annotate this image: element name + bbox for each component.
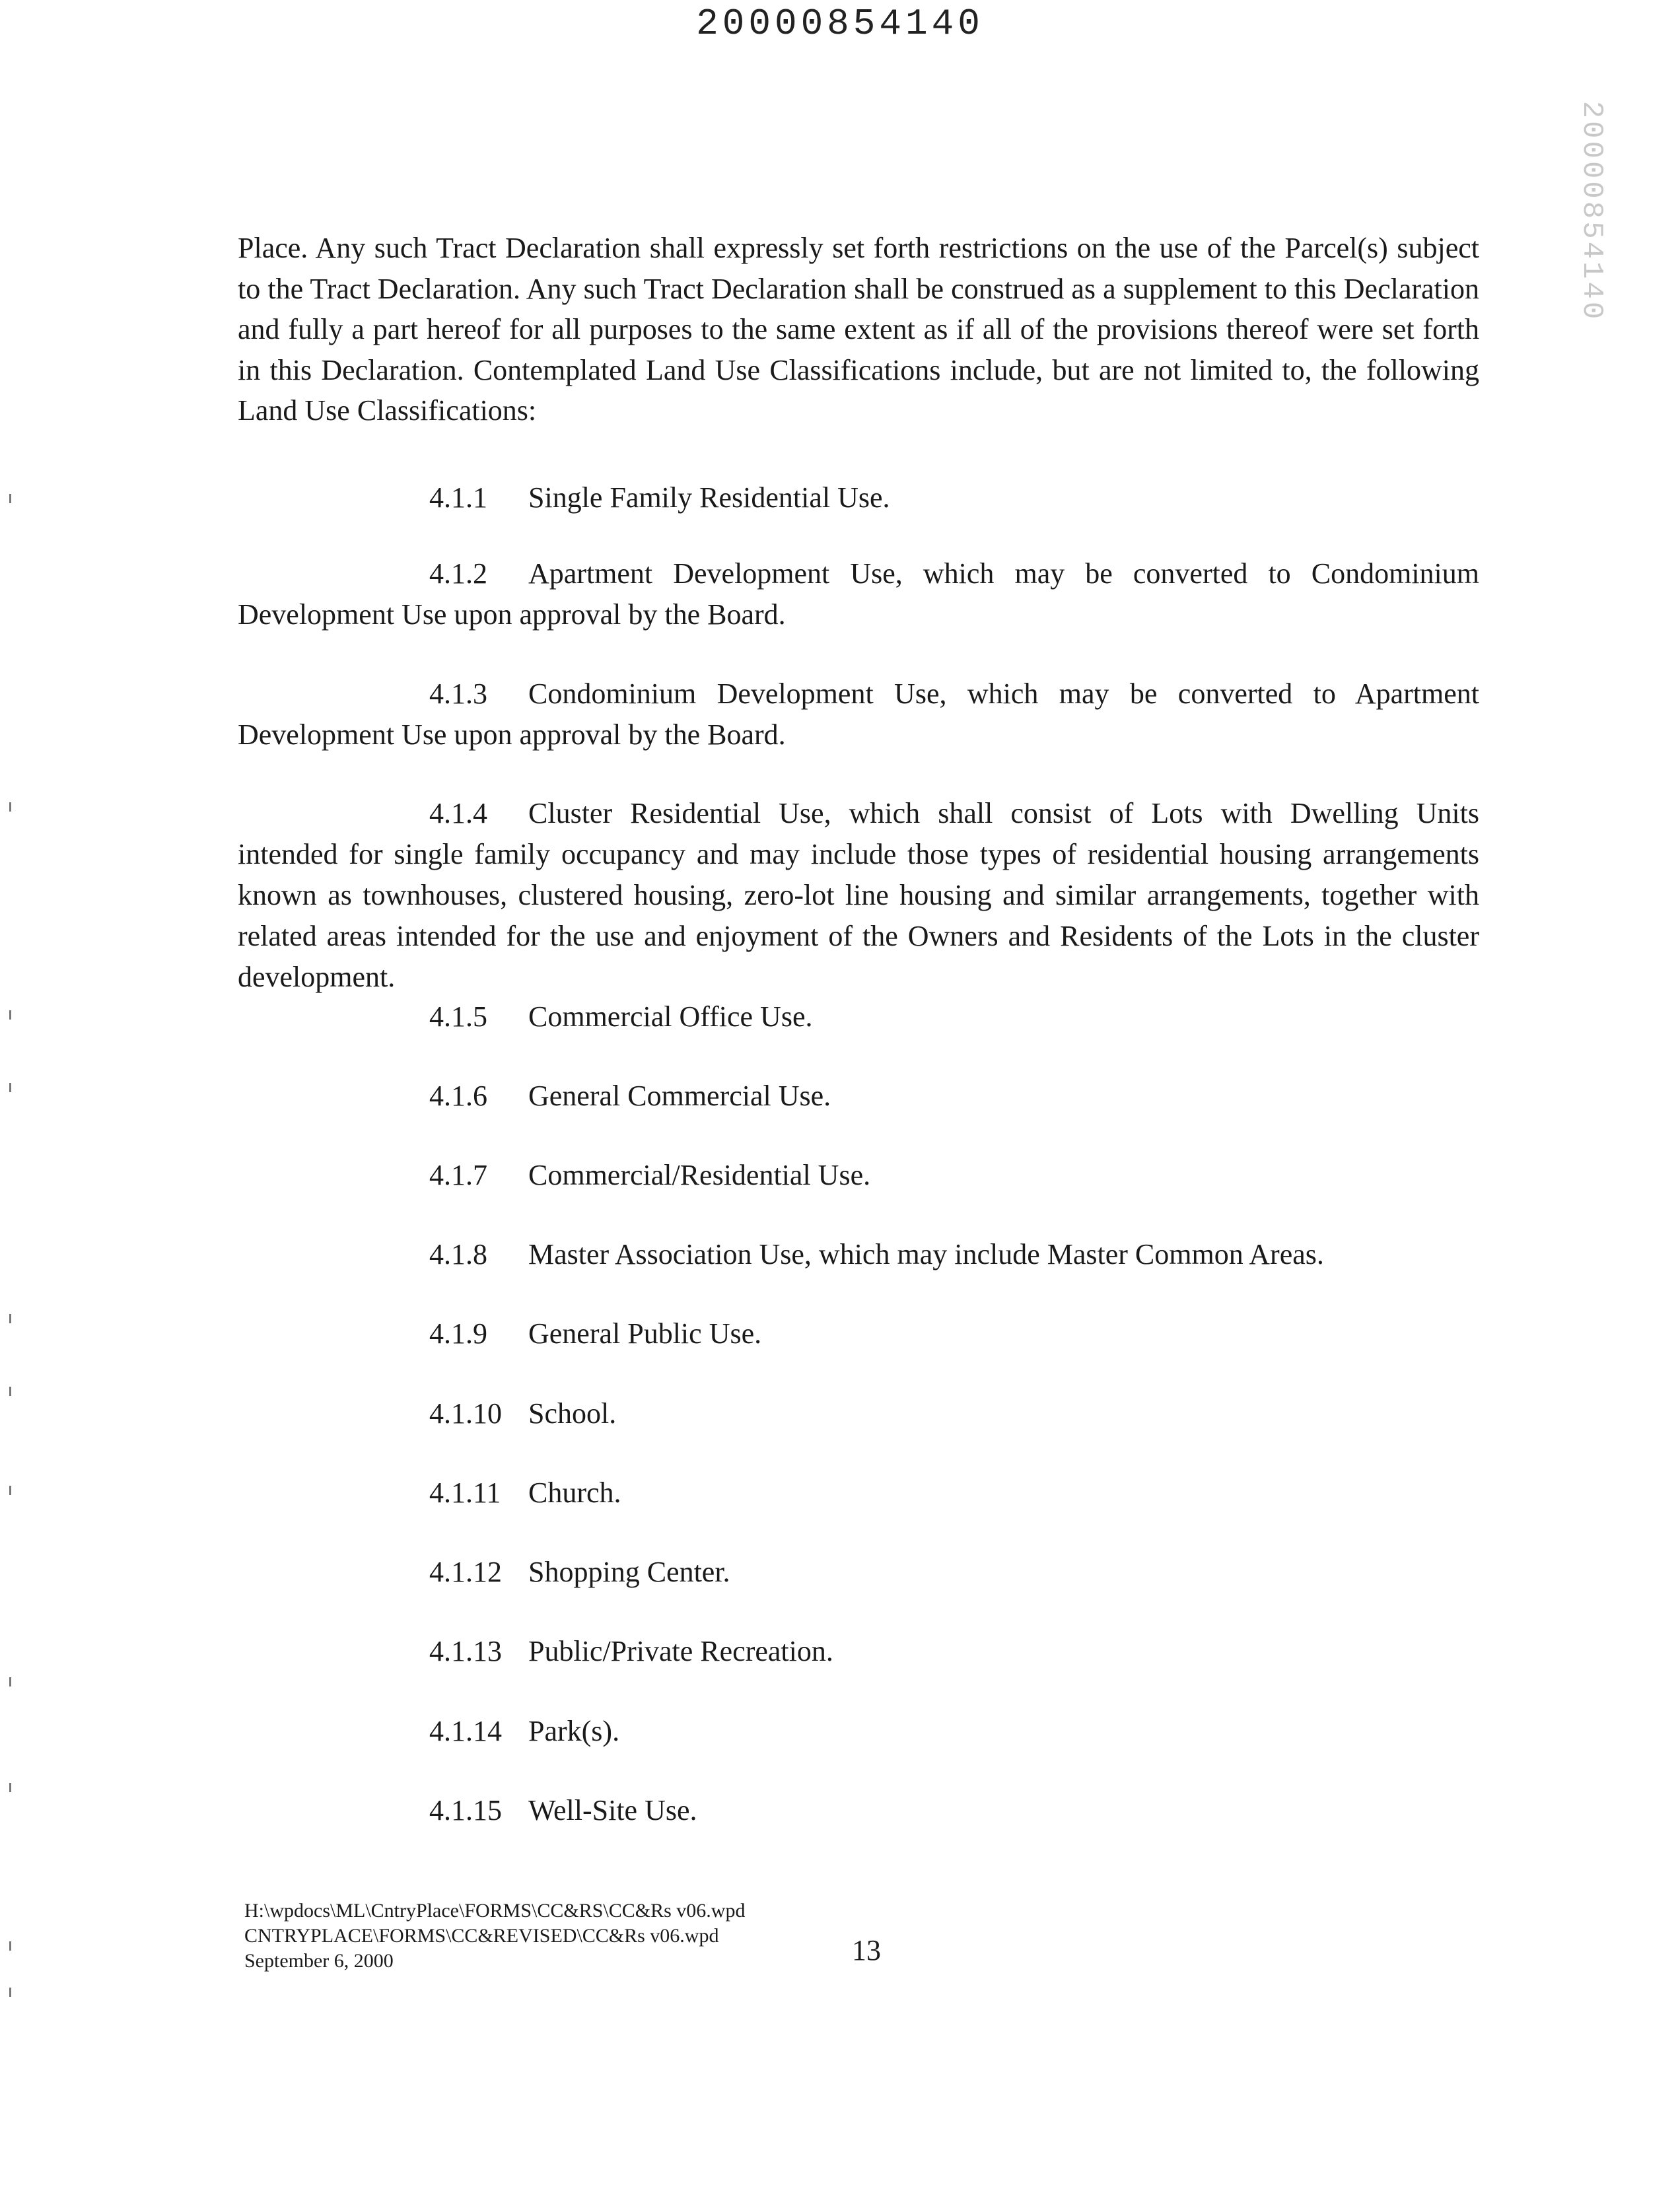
- scan-mark: [9, 1083, 11, 1092]
- item-number: 4.1.6: [429, 1080, 487, 1112]
- paragraph-number: 4.1.4: [429, 797, 487, 829]
- paragraph-item: [238, 674, 1479, 755]
- item-text: Well-Site Use.: [528, 1794, 697, 1826]
- list-item: [429, 1475, 621, 1511]
- footer-date: September 6, 2000: [244, 1950, 394, 1972]
- scan-mark: [9, 494, 11, 503]
- item-number: 4.1.5: [429, 1000, 487, 1033]
- scan-mark: [9, 1486, 11, 1495]
- list-item: [429, 1713, 619, 1750]
- paragraph-number: 4.1.3: [429, 677, 487, 710]
- scan-mark: [9, 1988, 11, 1997]
- footer-path-1: H:\wpdocs\ML\CntryPlace\FORMS\CC&RS\CC&Rs v06.wpd: [244, 1900, 746, 1922]
- scan-mark: [9, 1314, 11, 1323]
- scan-mark: [9, 1387, 11, 1396]
- item-number: 4.1.13: [429, 1635, 502, 1667]
- intro-paragraph: Place. Any such Tract Declaration shall expressly set forth restrictions on the use of the Parcel(s) subject to the Tract Declaration. Any such Tract Declaration shall be construed as a supplement to this Declaration and fully a part hereof for all purposes to the same extent as if all of the provisions thereof were set forth in this Declaration. Contemplated Land Use Classifications include, but are not limited to, the following Land Use Classifications:: [238, 232, 1479, 427]
- item-number: 4.1.14: [429, 1715, 502, 1747]
- paragraph-item: [238, 553, 1479, 635]
- list-item: [429, 1236, 1324, 1273]
- list-item: [429, 1078, 831, 1115]
- item-text: Commercial/Residential Use.: [528, 1159, 871, 1191]
- side-stamp: [1572, 99, 1611, 324]
- item-text: Master Association Use, which may include Master Common Areas.: [528, 1238, 1324, 1270]
- item-text: Public/Private Recreation.: [528, 1635, 833, 1667]
- item-text: Commercial Office Use.: [528, 1000, 813, 1033]
- item-text: General Public Use.: [528, 1317, 762, 1350]
- paragraph-text: Apartment Development Use, which may be converted to Condominium Development Use upon approval by the Board.: [238, 557, 1479, 631]
- side-stamp-text: 20000854140: [1575, 100, 1609, 322]
- item-number: 4.1.11: [429, 1476, 501, 1509]
- item-text: Shopping Center.: [528, 1556, 730, 1588]
- item-text: Church.: [528, 1476, 621, 1509]
- item-number: 4.1.10: [429, 1397, 502, 1430]
- item-number: 4.1.9: [429, 1317, 487, 1350]
- paragraph-text: Condominium Development Use, which may be converted to Apartment Development Use upon approval by the Board.: [238, 677, 1479, 751]
- scan-mark: [9, 1010, 11, 1020]
- item-number: 4.1.1: [429, 481, 487, 514]
- paragraph-item: [238, 793, 1479, 998]
- list-item: [429, 998, 812, 1035]
- item-number: 4.1.15: [429, 1794, 502, 1826]
- item-number: 4.1.12: [429, 1556, 502, 1588]
- scan-mark: [9, 1677, 11, 1686]
- item-number: 4.1.7: [429, 1159, 487, 1191]
- footer-path-2: CNTRYPLACE\FORMS\CC&REVISED\CC&Rs v06.wpd: [244, 1925, 719, 1947]
- paragraph-number: 4.1.2: [429, 557, 487, 590]
- list-item: [429, 1395, 616, 1432]
- scan-mark: [9, 1783, 11, 1792]
- document-number: 20000854140: [696, 3, 984, 45]
- footer: [244, 1898, 745, 1974]
- list-item: [429, 1792, 697, 1829]
- item-number: 4.1.8: [429, 1238, 487, 1270]
- list-item: [429, 479, 890, 516]
- item-text: General Commercial Use.: [528, 1080, 831, 1112]
- page-number: 13: [852, 1934, 881, 1966]
- item-text: Single Family Residential Use.: [528, 481, 890, 514]
- paragraph-text: Cluster Residential Use, which shall consist of Lots with Dwelling Units intended for single family occupancy and may include those types of residential housing arrangements known as townhouses, clustered housing, zero-lot line housing and similar arrangements, together with related areas intended for the use and enjoyment of the Owners and Residents of the Lots in the cluster development.: [238, 797, 1479, 993]
- list-item: [429, 1157, 870, 1194]
- list-item: [429, 1633, 833, 1670]
- item-text: School.: [528, 1397, 617, 1430]
- scan-mark: [9, 802, 11, 812]
- list-item: [429, 1315, 761, 1352]
- item-text: Park(s).: [528, 1715, 620, 1747]
- list-item: [429, 1554, 730, 1591]
- scan-mark: [9, 1941, 11, 1951]
